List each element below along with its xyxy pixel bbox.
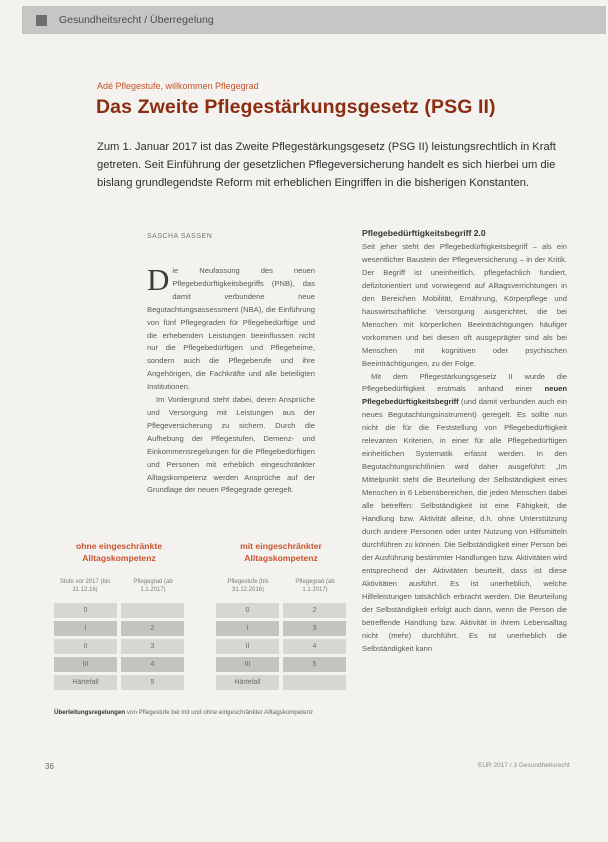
table-row	[54, 621, 346, 636]
right-column	[362, 241, 567, 656]
table-caption	[54, 709, 354, 716]
page-number: 36	[45, 762, 54, 771]
table-cell: III	[216, 657, 279, 672]
table-cell: II	[54, 639, 117, 654]
article-title: Das Zweite Pflegestärkungsgesetz (PSG II)	[96, 96, 496, 118]
paragraph-text: Mit dem Pflegestärkungsgesetz II wurde die Pflegebedürftigkeit erstmals anhand einer	[362, 371, 567, 394]
drop-cap: D	[147, 262, 170, 297]
column-header: Pflegegrad (ab 1.1.2017)	[133, 579, 173, 593]
caption-label: Überleitungsregelungen	[54, 709, 126, 716]
table-cell: Härtefall	[54, 675, 117, 690]
table-row	[54, 603, 346, 618]
paragraph	[362, 371, 567, 656]
author-byline: SASCHA SASSEN	[147, 233, 213, 240]
table-row	[54, 657, 346, 672]
table-cell: 0	[54, 603, 117, 618]
table-cell: 2	[121, 621, 184, 636]
running-header	[22, 6, 606, 34]
table-cell: 0	[216, 603, 279, 618]
paragraph-text: ie Neufassung des neuen Pflegebedürftigkeitsbegriffs (PNB), das damit verbundene neue Begutachtungsassessment (NBA), die Einführung von fünf Pflegegraden für Pflegebedürftige und die erhebenden Leistungen beeinflussen nicht nur die Pflegebedürftigen und Pflegeheime, sondern auch die Pflegeberufe und ihre Angehörigen, die Fachkräfte und alle beteiligten Institutionen.	[147, 266, 315, 392]
table-row	[54, 639, 346, 654]
paragraph	[147, 262, 315, 394]
left-column	[147, 262, 315, 497]
table-cell: 5	[283, 657, 346, 672]
group-title-left: ohne eingeschränkte Alltagskompetenz	[76, 541, 162, 563]
table-cell: 2	[283, 603, 346, 618]
paragraph-text: (und damit verbunden auch ein neues Begutachtungsinstrument) geregelt. Es sollte nun nicht die für die Feststellung von Pflegebedürftigkeit relevanten Kriterien, in einer für alle Pflegebedürftigen einheitlichen Systematik erfasst werden. In den Begutachtungsrichtlinien wird daher ausgeführt: „Im Mittelpunkt steht die Beurteilung der Selbständigkeit eines Menschen in 6 Lebensbereichen, die jeden Menschen dabei alle betreffen: Selbständigkeit ist eine Fähigkeit, die Handlung bzw. Aktivität alleine, d.h. ohne Unterstützung durch andere Personen oder unter Nutzung von Hilfsmitteln durchführen zu können. Die Selbständigkeit einer Person bei der Ausführung bestimmter Handlungen bzw. Aktivitäten wird entsprechend der Aktivitäten beurteilt, dass ist diese Aktivitäten ausführt. Es ist unerheblich, welche Hilfeleistungen tatsächlich erbracht werden. Die Beurteilung der Selbständigkeit erfolgt auch dann, wenn die Person die betreffende Handlung bzw. Aktivität in ihrem Lebensalltag nicht (mehr) durchführt. Es ist unerheblich die Selbständigkeit kann	[362, 397, 567, 653]
paragraph: Im Vordergrund steht dabei, deren Ansprüche und Versorgung mit Leistungen aus der Pflegeversicherung zu sichern. Durch die Aufhebung der Pflegestufen, Demenz- und Einkommensregelungen für die Pflegebedürftigen und Personen mit erheblich eingeschränkter Alltagskompetenz werden Ansprüche auf der Grundlage der neuen Pflegegrade geregelt.	[147, 395, 315, 495]
table-cell: I	[216, 621, 279, 636]
group-title-right: mit eingeschränkter Alltagskompetenz	[240, 541, 322, 563]
table-cell: 4	[283, 639, 346, 654]
table-cell	[121, 603, 184, 618]
column-header: Pflegestufe (bis 31.12.2016)	[227, 579, 269, 593]
paragraph: Seit jeher steht der Pflegebedürftigkeitsbegriff – als ein wesentlicher Baustein der Pflegeversicherung – in der Kritik. Der Begriff ist uneinheitlich, pflegefachlich fundiert, defizitorientiert und vorwiegend auf Alltagsverrichtungen in den Bereichen Mobilität, Ernährung, Körperpflege und hauswirtschaftliche Versorgung ausgerichtet, die bei Menschen mit körperlichen Beeinträchtigungen häufiger vorkommen und bei diesen oft ausgeprägter sind als bei Menschen mit kognitiven oder psychischen Beeinträchtigungen, zu der Folge.	[362, 242, 567, 368]
section-subheading: Pflegebedürftigkeitsbegriff 2.0	[362, 228, 486, 238]
article-lead: Zum 1. Januar 2017 ist das Zweite Pflegestärkungsgesetz (PSG II) leistungsrechtlich in Kraft getreten. Seit Einführung der gesetzlichen Pflegeversicherung handelt es sich hierbei um die bislang grundlegendste Reform mit erheblichen Eingriffen in die bisherigen Konstanten.	[97, 141, 556, 189]
table-cell: III	[54, 657, 117, 672]
table-cell: II	[216, 639, 279, 654]
section-label: Gesundheitsrecht / Überregelung	[59, 14, 214, 26]
table-cell: 3	[121, 639, 184, 654]
column-header: Pflegegrad (ab 1.1.2017)	[295, 579, 335, 593]
emphasis-term: neuen Pflegebedürftigkeitsbegriff	[362, 384, 567, 407]
table-cell: 3	[283, 621, 346, 636]
footer-issue: EUR 2017 / 3 Gesundheitsrecht	[478, 762, 570, 769]
table-cell: Härtefall	[216, 675, 279, 690]
table-cell: I	[54, 621, 117, 636]
table-row	[54, 675, 346, 690]
section-marker-icon	[36, 15, 47, 26]
table-cell: 5	[121, 675, 184, 690]
table-cell: 4	[121, 657, 184, 672]
caption-text: von Pflegestufe bei mit und ohne eingeschränkter Alltagskompetenz	[126, 709, 313, 716]
column-header: Stufe vor 2017 (bis 31.12.16)	[59, 579, 111, 593]
table-cell	[283, 675, 346, 690]
article-kicker: Adé Pflegestufe, willkommen Pflegegrad	[97, 81, 259, 91]
